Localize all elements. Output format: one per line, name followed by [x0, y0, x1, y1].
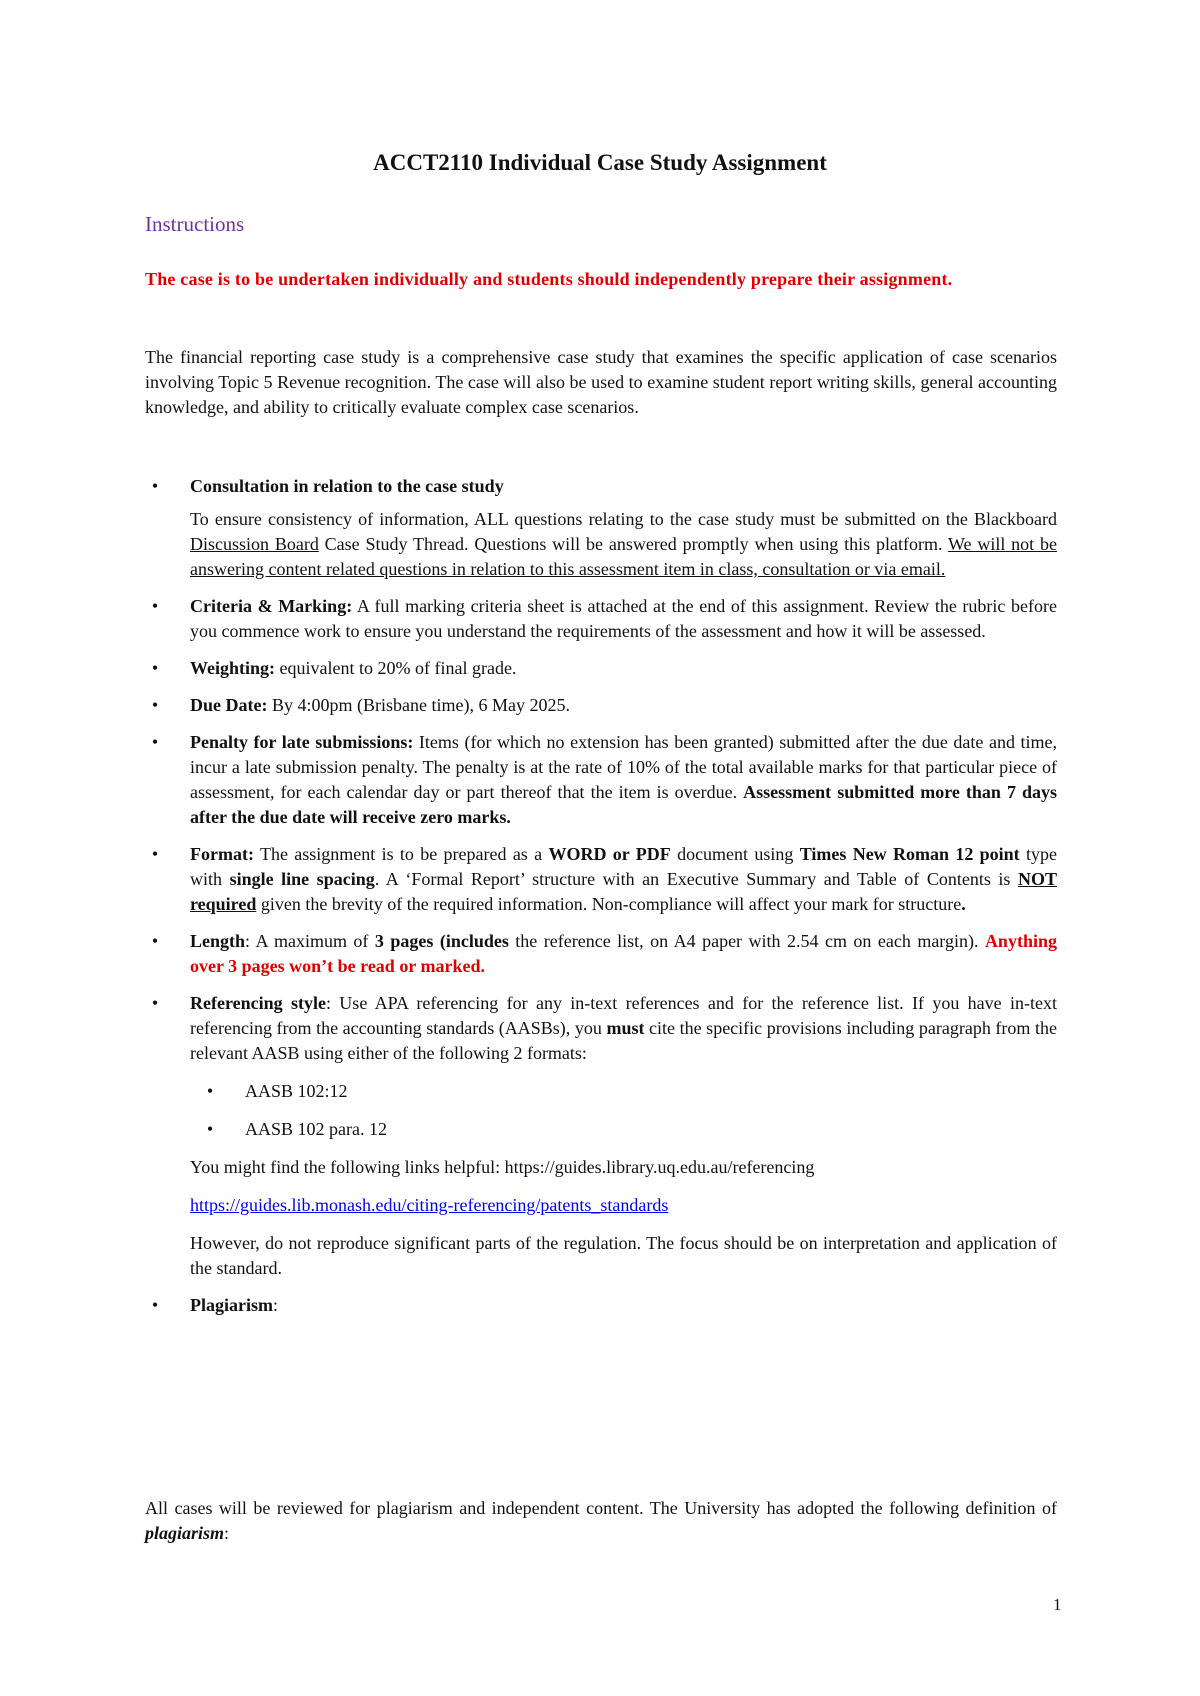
reproduce-note: However, do not reproduce significant parts of the regulation. The focus should be on interpretation and application of the standard.: [190, 1233, 1057, 1278]
length-warning: Anything over 3 pages won’t be read or marked.: [190, 931, 1057, 976]
individual-warning: The case is to be undertaken individually and students should independently prepare their assignment.: [145, 269, 953, 289]
bullet-icon: •: [151, 844, 159, 864]
bullet-weighting: [145, 656, 1057, 681]
bullet-icon: •: [151, 931, 159, 951]
consultation-label: Consultation in relation to the case study: [190, 476, 504, 496]
bullet-format: • Format: The assignment is to be prepared as a WORD or PDF document using Times New Roman 12 point type with single line spacing. A ‘Formal Report’ structure with an Executive Summary and Table of Contents is NOT required given the brevity of the required information. Non-compliance will affect your mark for structure.: [145, 842, 1057, 917]
referencing-label: Referencing style: [190, 993, 326, 1013]
bullet-length: • Length: A maximum of 3 pages (includes the reference list, on A4 paper with 2.54 cm on each margin). Anything over 3 pages won’t be read or marked.: [145, 929, 1057, 979]
weighting-text: equivalent to 20% of final grade.: [275, 658, 517, 678]
bullet-consultation: [145, 474, 1057, 582]
no-content-questions-text: We will not be answering content related questions in relation to this assessment item in class, consultation or via email.: [190, 534, 1058, 579]
bullet-due-date: [145, 693, 1057, 718]
bullet-icon: •: [151, 993, 159, 1013]
bullet-list: [145, 474, 1057, 1330]
criteria-text: A full marking criteria sheet is attached at the end of this assignment. Review the rubric before you commence work to ensure you understand the requirements of the assessment and how it will be assessed.: [190, 596, 1058, 641]
bullet-icon: •: [151, 732, 159, 752]
criteria-label: Criteria & Marking:: [190, 596, 353, 616]
intro-paragraph: The financial reporting case study is a comprehensive case study that examines the specific application of case scenarios involving Topic 5 Revenue recognition. The case will also be used to examine student report writing skills, general accounting knowledge, and ability to critically evaluate complex case scenarios.: [145, 347, 1057, 417]
bullet-plagiarism: • Plagiarism:: [145, 1293, 1057, 1318]
bullet-icon: •: [206, 1119, 214, 1139]
page-number: 1: [1053, 1595, 1062, 1614]
plagiarism-label: Plagiarism: [190, 1295, 273, 1315]
due-date-label: Due Date:: [190, 695, 268, 715]
discussion-board-text: Discussion Board: [190, 534, 319, 554]
due-date-text: By 4:00pm (Brisbane time), 6 May 2025.: [267, 695, 570, 715]
consultation-text: To ensure consistency of information, ALL questions relating to the case study must be submitted on the Blackboard Discussion Board Case Study Thread. Questions will be answered promptly when using this platform. We will not be answering content related questions in relation to this assessment item in class, consultation or via email.: [190, 509, 1058, 579]
bullet-icon: •: [206, 1081, 214, 1101]
bullet-icon: •: [151, 695, 159, 715]
weighting-label: Weighting:: [190, 658, 276, 678]
format-item: • AASB 102 para. 12: [145, 1117, 1057, 1142]
bullet-icon: •: [151, 658, 159, 678]
monash-link[interactable]: https://guides.lib.monash.edu/citing-referencing/patents_standards: [190, 1195, 669, 1215]
plagiarism-paragraph: All cases will be reviewed for plagiarism and independent content. The University has adopted the following definition of plagiarism:: [145, 1498, 1057, 1543]
bullet-penalty: [145, 730, 1057, 830]
penalty-text: Items (for which no extension has been granted) submitted after the due date and time, incur a late submission penalty. The penalty is at the rate of 10% of the total available marks for that particular piece of assessment, for each calendar day or part thereof that the item is overdue.: [190, 732, 1057, 802]
instructions-heading: Instructions: [145, 212, 245, 236]
penalty-label: Penalty for late submissions:: [190, 732, 414, 752]
bullet-icon: •: [151, 596, 159, 616]
penalty-zero-marks: Assessment submitted more than 7 days after the due date will receive zero marks.: [190, 782, 1057, 827]
format-label: Format:: [190, 844, 254, 864]
helpful-links-text: You might find the following links helpful: https://guides.library.uq.edu.au/referencing: [190, 1157, 815, 1177]
document-title: ACCT2110 Individual Case Study Assignment: [373, 150, 827, 175]
format-item: • AASB 102:12: [145, 1079, 1057, 1104]
length-label: Length: [190, 931, 246, 951]
bullet-icon: •: [151, 1295, 159, 1315]
not-required-text: NOT required: [190, 869, 1057, 914]
bullet-icon: •: [151, 476, 159, 496]
bullet-criteria: [145, 594, 1057, 644]
bullet-referencing: • Referencing style: Use APA referencing for any in-text references and for the reference list. If you have in-text referencing from the accounting standards (AASBs), you must cite the specific provisions including paragraph from the relevant AASB using either of the following 2 formats: • AASB 102:12 • AASB 102 para. 12 You might find the following links helpful: https://guides.library.uq.edu.au/referencing https://guides.lib.monash.edu/citing-referencing/patents_standards However, do not reproduce significant parts of the regulation. The focus should be on interpretation and application of the standard.: [145, 991, 1057, 1281]
plagiarism-term: plagiarism: [145, 1523, 225, 1543]
